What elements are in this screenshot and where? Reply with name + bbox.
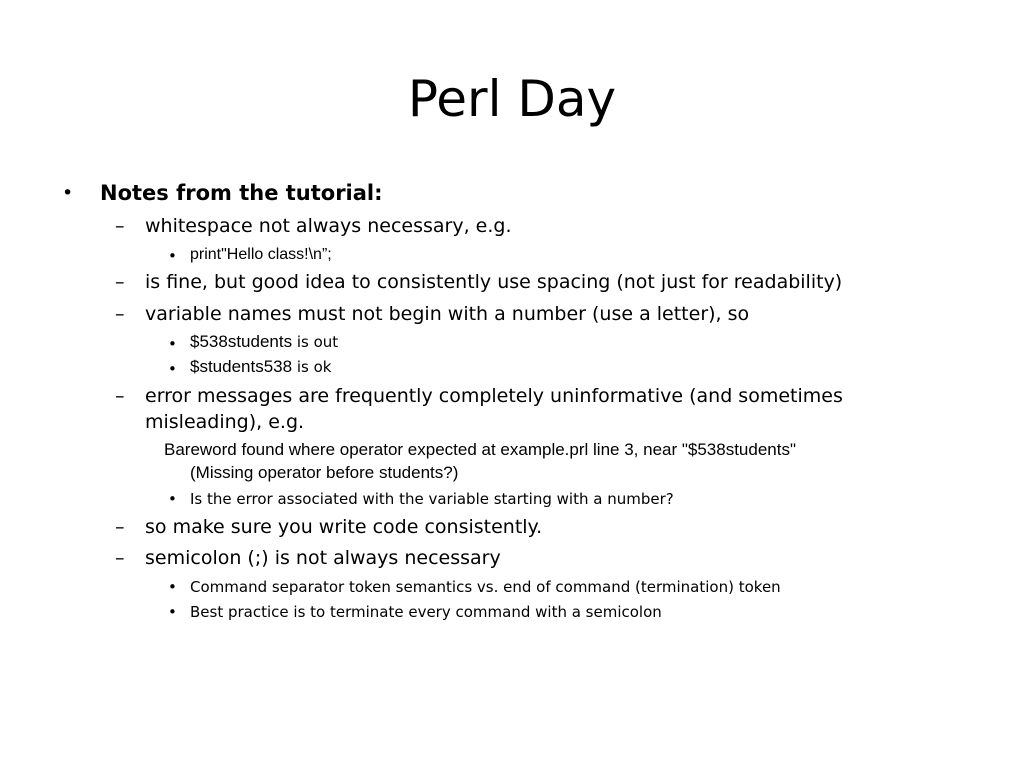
var1-code: $538students	[190, 332, 293, 351]
item-error-assoc: Is the error associated with the variable starting with a number?	[190, 490, 674, 508]
slide-title: Perl Day	[407, 70, 617, 128]
item-whitespace: whitespace not always necessary, e.g.	[145, 215, 512, 237]
bareword-line1: Bareword found where operator expected at example.prl line 3, near "$538students"	[164, 440, 797, 459]
notes-heading: Notes from the tutorial:	[100, 181, 383, 205]
item-var1	[190, 332, 338, 352]
bullet-dash: –	[115, 215, 125, 237]
bullet-dash: –	[115, 271, 125, 293]
item-semicolon: semicolon (;) is not always necessary	[145, 547, 501, 569]
bullet-dot-small: •	[168, 247, 177, 265]
var2-note: is ok	[292, 358, 332, 376]
bareword-line2: (Missing operator before students?)	[190, 463, 459, 482]
bullet-dash: –	[115, 516, 125, 538]
item-errors-line2: misleading), e.g.	[145, 411, 305, 433]
bullet-dot-small: •	[168, 335, 177, 353]
item-var2	[190, 357, 331, 377]
item-errors-line1: error messages are frequently completely uninformative (and sometimes	[145, 385, 843, 407]
var2-code: $students538	[190, 357, 293, 376]
item-separator: Command separator token semantics vs. end of command (termination) token	[190, 578, 781, 596]
bullet-dot-small: •	[168, 360, 177, 378]
item-consistent: so make sure you write code consistently.	[145, 516, 543, 538]
bullet-dot-small: •	[168, 490, 177, 508]
bullet-dot-small: •	[168, 578, 177, 596]
bullet-dash: –	[115, 385, 125, 407]
item-best-practice: Best practice is to terminate every command with a semicolon	[190, 603, 662, 621]
bullet-dash: –	[115, 547, 125, 569]
var1-note: is out	[292, 333, 339, 351]
item-fine: is fine, but good idea to consistently use spacing (not just for readability)	[145, 271, 843, 293]
bullet-dash: –	[115, 303, 125, 325]
bullet-dot: •	[62, 182, 74, 204]
item-print-example: print"Hello class!\n”;	[190, 246, 332, 263]
item-varnames: variable names must not begin with a number (use a letter), so	[145, 303, 750, 325]
bullet-dot-small: •	[168, 603, 177, 621]
